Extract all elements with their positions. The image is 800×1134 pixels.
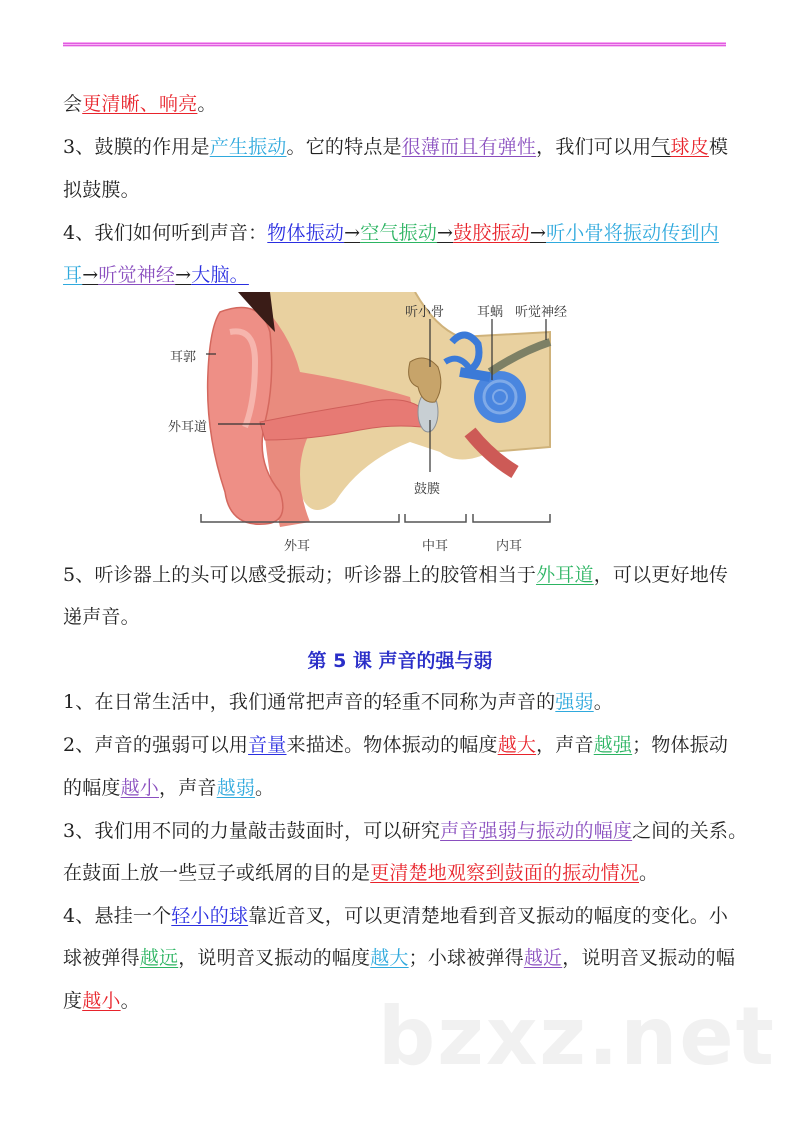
step-text: 大脑。 <box>191 264 249 286</box>
ear-anatomy-figure <box>160 292 580 560</box>
text-line <box>63 92 217 116</box>
text: ；物体振动 <box>632 734 729 756</box>
text: 靠近音叉，可以更清楚地看到音叉振动的幅度的变化。小 <box>248 905 729 927</box>
highlight-text: 音量 <box>248 734 287 756</box>
lesson-title: 第 5 课 声音的强与弱 <box>307 650 493 672</box>
lesson5-item-3-line-1 <box>63 819 747 843</box>
label-middle-ear: 中耳 <box>422 539 449 554</box>
label-cochlea: 耳蜗 <box>477 305 504 320</box>
arrow-icon: → <box>437 222 454 244</box>
step-text: 听小骨将振动传到内 <box>546 222 719 244</box>
label-auditory-nerve: 听觉神经 <box>515 305 568 320</box>
text: 。 <box>593 691 613 713</box>
lesson5-item-4-line-2 <box>63 946 735 970</box>
text: 。它的特点是 <box>286 136 402 158</box>
label-outer-ear: 外耳 <box>284 539 311 554</box>
highlight-text: 产生振动 <box>209 136 287 158</box>
item-5-line-1 <box>63 563 728 587</box>
arrow-icon: → <box>175 264 192 286</box>
highlight-text: 外耳道 <box>536 564 594 586</box>
arrow-icon: → <box>529 222 547 244</box>
highlight-text: 球皮 <box>670 136 709 158</box>
text: 3、鼓膜的作用是 <box>63 136 210 158</box>
text: 球被弹得 <box>63 947 140 969</box>
text: 度 <box>63 990 83 1012</box>
item-3-line-1 <box>63 135 728 159</box>
label-ear-canal: 外耳道 <box>168 420 208 435</box>
label-ossicles: 听小骨 <box>405 305 445 320</box>
text: ，声音 <box>159 777 217 799</box>
item-3-line-2 <box>63 178 140 202</box>
highlight-text: 强弱 <box>555 691 594 713</box>
text: 之间的关系。 <box>632 820 748 842</box>
text: 递声音。 <box>63 606 140 628</box>
text: 3、我们用不同的力量敲击鼓面时，可以研究 <box>63 820 441 842</box>
text: 。 <box>639 862 659 884</box>
highlight-text: 轻小的球 <box>171 905 249 927</box>
item-4-line-1 <box>63 221 719 245</box>
lesson5-item-2-line-1 <box>63 733 728 757</box>
highlight-text: 越大 <box>497 734 537 756</box>
highlight-text: 越强 <box>593 734 633 756</box>
text: ，说明音叉振动的幅度 <box>178 947 371 969</box>
text: ，声音 <box>536 734 594 756</box>
lesson5-item-2-line-2 <box>63 776 274 800</box>
highlight-text: 很薄而且有弹性 <box>401 136 537 158</box>
text: 模 <box>708 136 729 158</box>
lesson5-item-3-line-2 <box>63 861 658 885</box>
lesson5-item-1 <box>63 690 613 714</box>
item-4-line-2 <box>63 263 249 287</box>
step-text: 耳 <box>63 264 83 286</box>
lesson5-item-4-line-1 <box>63 904 728 928</box>
label-pinna: 耳郭 <box>170 350 197 365</box>
label-inner-ear: 内耳 <box>496 539 523 554</box>
text: 。 <box>120 990 140 1012</box>
highlight-text: 越小 <box>82 990 121 1012</box>
highlight-text: 越近 <box>523 947 563 969</box>
text: ，我们可以用 <box>536 136 652 158</box>
arrow-icon: → <box>82 264 99 286</box>
text: 会 <box>63 93 83 115</box>
text: 的幅度 <box>63 777 121 799</box>
step-text: 空气振动 <box>360 222 438 244</box>
highlight-text: 越小 <box>120 777 160 799</box>
header-rule <box>63 42 726 47</box>
text: 。 <box>255 777 275 799</box>
text: 5、听诊器上的头可以感受振动；听诊器上的胶管相当于 <box>63 564 537 586</box>
ear-illustration <box>160 292 580 560</box>
text: 2、声音的强弱可以用 <box>63 734 249 756</box>
arrow-icon: → <box>344 222 361 244</box>
highlight-text: 更清晰、响亮 <box>82 93 198 115</box>
text: 拟鼓膜。 <box>63 179 140 201</box>
step-text: 物体振动 <box>267 222 345 244</box>
highlight-text: 更清楚地观察到鼓面的振动情况 <box>370 862 640 884</box>
text: 4、悬挂一个 <box>63 905 172 927</box>
text: 在鼓面上放一些豆子或纸屑的目的是 <box>63 862 371 884</box>
watermark: bzxz.net <box>378 990 776 1083</box>
highlight-text: 越弱 <box>216 777 256 799</box>
item-5-line-2 <box>63 605 140 629</box>
text: 4、我们如何听到声音： <box>63 222 268 244</box>
label-eardrum: 鼓膜 <box>414 482 441 497</box>
highlight-text: 越远 <box>139 947 179 969</box>
highlight-text: 声音强弱与振动的幅度 <box>440 820 633 842</box>
text: ；小球被弹得 <box>408 947 524 969</box>
text: 来描述。物体振动的幅度 <box>286 734 498 756</box>
text: ，说明音叉振动的幅 <box>562 947 736 969</box>
text: 1、在日常生活中，我们通常把声音的轻重不同称为声音的 <box>63 691 556 713</box>
step-text: 鼓胶振动 <box>453 222 530 244</box>
lesson5-item-4-line-3 <box>63 989 140 1013</box>
highlight-text: 越大 <box>370 947 409 969</box>
step-text: 听觉神经 <box>98 264 176 286</box>
text: 。 <box>197 93 217 115</box>
text: ，可以更好地传 <box>593 564 729 586</box>
highlight-text: 气 <box>651 136 671 158</box>
